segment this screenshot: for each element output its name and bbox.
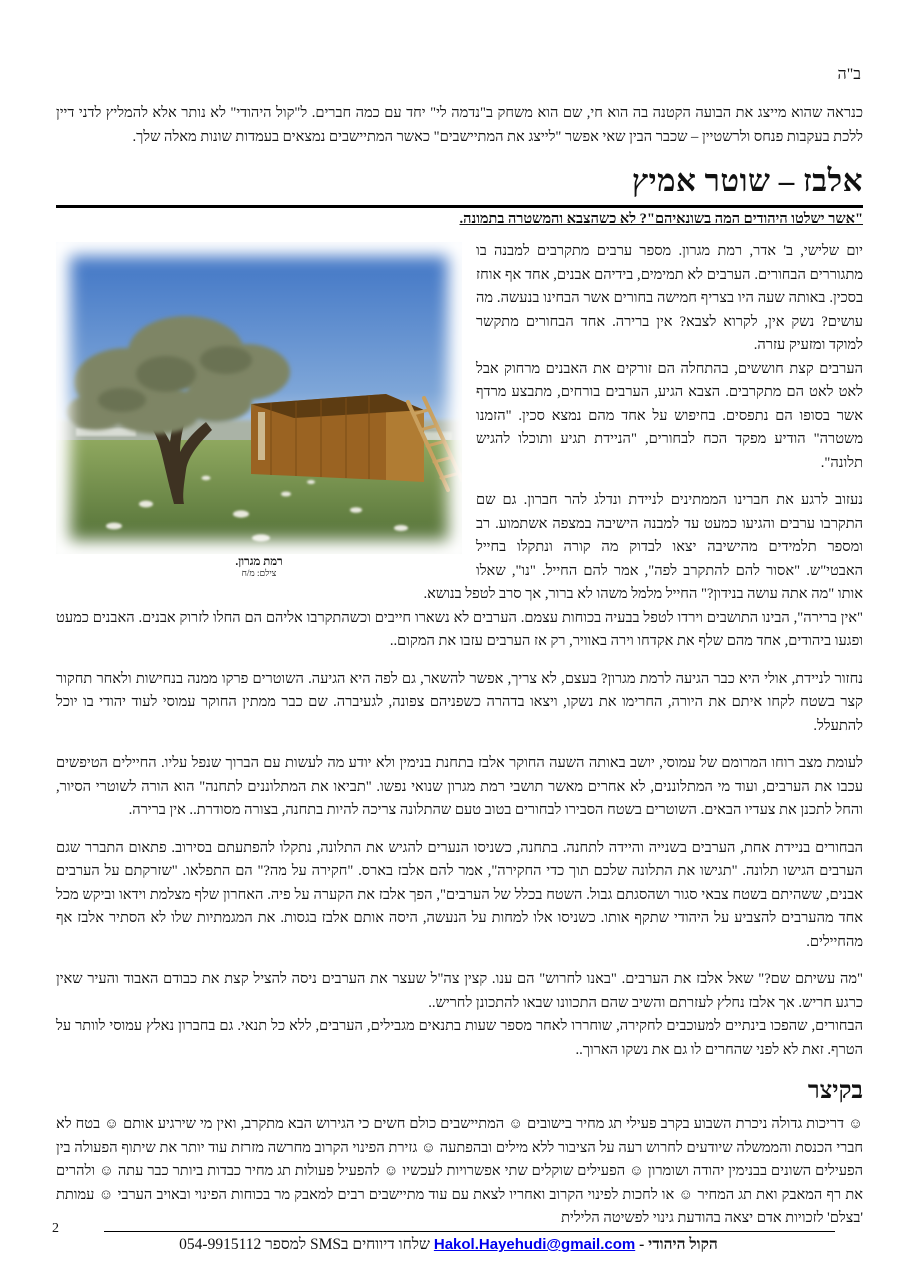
- footer-divider: [104, 1231, 835, 1232]
- photo-credit: צילם: מ/ח: [241, 568, 277, 578]
- page-footer: [0, 1221, 905, 1254]
- story-paragraph: נעזוב לרגע את חברינו הממתינים לניידת ונדלג להר חברון. גם שם התקרבו ערבים והגיעו כמעט עד למבנה הישיבה במצפה אשתמוע. רב ומספר תלמידים מהישיבה יצאו לבדוק מה קורה ונתקלו בחייל האבטי"ש. "אסור להם להתקרב לפה", אמר להם החייל. "נו", שאלו אותו "מה אתה עושה בנידון?" החייל מלמל משהו לא ברור, אך סרב לטפל בנושא.: [423, 492, 863, 602]
- photo-caption-title: רמת מגרון.: [235, 556, 283, 568]
- page-number: 2: [52, 1221, 59, 1236]
- article-body: [56, 240, 863, 1062]
- story-paragraph: הבחורים, שהפכו בינתיים למעוכבים לחקירה, שוחררו לאחר מספר שעות בתנאים מגבילים, הערבים, ללא כל תנאי. גם בחברון נאלץ עמוסי לוותר על הטרף. זאת לא לפני שהחרים לו גם את נשקו הארוך..: [56, 1018, 863, 1058]
- story-paragraph: נחזור לניידת, אולי היא כבר הגיעה לרמת מגרון? בעצם, לא צריך, אפשר להשאר, גם לפה היא הגיעה. השוטרים פרקו ממנה בנחישות ולאחר תחקור קצר בשטח לקחו איתם את היורה, החרימו את נשקו, ויצאו בדהרה כשפניהם צפונה, לגעיברה. שם כבר ממתין החוקר עמוסי לעוד יהודי בו יוכל להתעלל.: [56, 670, 863, 734]
- article-subhead: "אשר ישלטו היהודים המה בשונאיהם"? לא כשהצבא והמשטרה בתמונה.: [459, 211, 863, 227]
- newsletter-brand: הקול היהודי -: [639, 1236, 718, 1253]
- cabin-shape: [251, 394, 424, 482]
- story-paragraph: הערבים קצת חוששים, בהתחלה הם זורקים את האבנים מרחוק אבל לאט לאט הם מתקרבים. הצבא הגיע, הערבים בורחים, מתבצע מרדף אשר בסופו הם נתפסים. בחיפוש על אחד מהם נמצא סכין. "הזמנו משטרה" הודיע מפקד הכח לבחורים, "הניידת תגיע ותוכלו להגיש תלונה".: [476, 360, 863, 471]
- outpost-photo: [56, 242, 462, 554]
- brief-paragraph: ☺ דריכות גדולה ניכרת השבוע בקרב פעילי תג מחיר בישובים ☺ המתיישבים כולם חשים כי הגירוש הבא מתקרב, ואין מי שירגיע אותם ☺ בטח לא חברי הכנסת והממשלה שיודעים לחרוש רעה על הציבור ללא מילים ובהפתעה ☺ גזירת הפינוי הקרוב מחרשה מזרזת עוד יותר את שיתוף הפעולה בין הפעילים השונים בבנימין יהודה ושומרון ☺ הפעילים שוקלים שתי אפשרויות לעכשיו ☺ להפעיל פעולות תג מחיר כבדות ביותר כבר עתה ☺ ולהרים את רף המאבק ואת תג המחיר ☺ או לחכות לפינוי הקרוב ואחריו לצאת עם עוד מתיישבים רבים למאבק מר בכוחות הפינוי ובאויב הערבי ☺ עמותת 'בצלם' לזכויות אדם יצאה בהודעת גינוי לפשיטה הלילית: [56, 1116, 863, 1226]
- phone-number: 054-9915112: [179, 1236, 262, 1253]
- article-title: אלבז – שוטר אמיץ: [631, 163, 863, 198]
- photo-caption: [56, 556, 462, 578]
- story-paragraph: יום שלישי, ב' אדר, רמת מגרון. מספר ערבים מתקרבים למבנה בו מתגוררים הבחורים. הערבים לא תמימים, בידיהם אבנים, אחד אף אוחז בסכין. באותה שעה היו בצריף חמישה בחורים אשר הבחינו בנעשה. מה עושים? נשק אין, לקרוא לצבא? אין ברירה. אחד הבחורים מתקשר למוקד ומזעיק עזרה.: [476, 243, 863, 353]
- email-link[interactable]: Hakol.Hayehudi@gmail.com: [433, 1236, 636, 1253]
- story-paragraph: לעומת מצב רוחו המרומם של עמוסי, יושב באותה השעה החוקר אלבז בתחנת בנימין ולא יודע מה לעשות עם הברוך שנפל עליו. החיילים הטיפשים עכבו את הערבים, ועוד מי המתלוננים, לא אחרים מאשר תושבי רמת מגרון שנואי נפשו. "תביאו את המתלוננים לתחנה" הוא הורה לשוטרי הסיור, והחל לתכנן את צעדיו הבאים. השוטרים בשטח הסבירו לבחורים בטוב טעם שהתלונה צריכה להיות בתחנה, בצורה מסודרת.. אין ברירה.: [56, 755, 863, 818]
- article-photo-figure: [56, 242, 462, 578]
- intro-paragraph: כנראה שהוא מייצג את הבועה הקטנה בה הוא חי, שם הוא משחק ב"נדמה לי" יחד עם כמה חברים. ל"קול היהודי" לא נותר אלא להמליץ לדני דיין ללכת בעקבות פנחס ולרשטיין – שכבר הבין שאי אפשר "לייצג את המתיישבים" כאשר המתיישבים נמצאים בעמדות שונות מאלה שלך.: [56, 105, 863, 145]
- bsd-mark: ב"ה: [837, 66, 861, 83]
- sms-instruction: שלחו דיווחים בSMS למספר: [265, 1236, 430, 1253]
- outpost-photo-art: [56, 242, 462, 554]
- brief-section-title: בקיצר: [807, 1078, 863, 1104]
- story-paragraph: "מה עשיתם שם?" שאל אלבז את הערבים. "באנו לחרוש" הם ענו. קצין צה"ל שעצר את הערבים ניסה להציל קצת את כבודם האבוד והעיר שאין כרגע חריש. אך אלבז נחלץ לעזרתם והשיב שהם התכוונו שבאו להתכונן לחריש..: [56, 971, 863, 1011]
- story-paragraph: הבחורים בניידת אחת, הערבים בשנייה והיידה לתחנה. בתחנה, כשניסו הנערים להגיש את התלונה, נתקלו להפתעתם בסירוב. פתאום התברר שגם הערבים הגישו תלונה. "תגישו את התלונה שלכם תוך כדי החקירה", אמר להם אלבז בארס. "חקירה על מה?" הם התפלאו. "שזרקתם על הערבים אבנים, ששהיתם בשטח צבאי סגור ושהסגתם גבול. השטח בכלל של הערבים", הפך אלבז את הקערה על פיה. האחרון שלף מצלמת וידאו וביקש מכל אחד מהערבים להצביע על היהודי שתקף אותו. כשניסו אלו למחות על הנעשה, היסה אותם אלבז בגסות. את המגמתיות שלו לא הסתיר אלבז אף מהחיילים.: [56, 839, 863, 950]
- footer-contact-line: [34, 1236, 863, 1254]
- title-divider: [56, 205, 863, 208]
- story-paragraph: "אין ברירה", הבינו התושבים וירדו לטפל בבעיה בכוחות עצמם. הערבים לא נשארו חייבים וכשהתקרבו אליהם הם החלו לזרוק אבנים. האבנים כמעט ופגעו ביהודים, אחד מהם שלף את אקדחו וירה באוויר, רק אז הערבים עזבו את המקום..: [56, 609, 863, 649]
